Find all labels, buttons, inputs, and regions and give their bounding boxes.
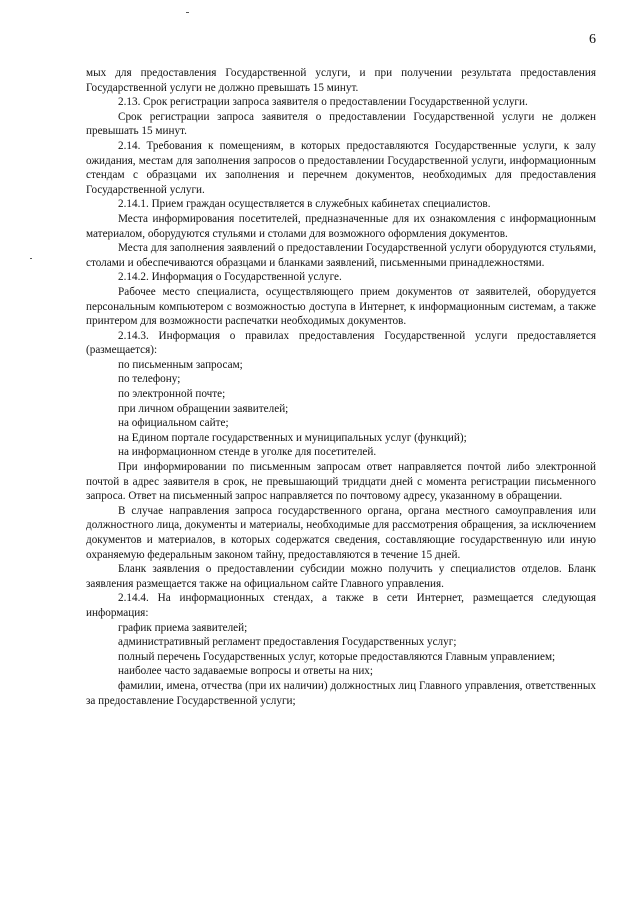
paragraph: мых для предоставления Государственной услуги, и при получении результата предоставления Государственной услуги не должно превышать 15 минут. — [86, 67, 596, 94]
page-number: 6 — [589, 32, 596, 47]
paragraph: 2.14.4. На информационных стендах, а также в сети Интернет, размещается следующая информация: — [86, 592, 596, 619]
list-item: по электронной почте; — [118, 388, 226, 401]
paragraph: Срок регистрации запроса заявителя о предоставлении Государственной услуги не должен превышать 15 минут. — [86, 110, 596, 138]
list-item: административный регламент предоставления Государственных услуг; — [118, 636, 457, 649]
paragraph: полный перечень Государственных услуг, которые предоставляются Главным управлением; — [118, 650, 556, 663]
paragraph: 2.13. Срок регистрации запроса заявителя о предоставлении Государственной услуги. — [118, 96, 528, 109]
paragraph: 2.14.1. Прием граждан осуществляется в служебных кабинетах специалистов. — [118, 198, 491, 211]
list-item: наиболее часто задаваемые вопросы и ответы на них; — [118, 665, 374, 678]
list-item: по письменным запросам; — [118, 358, 243, 371]
paragraph: Рабочее место специалиста, осуществляющего прием документов от заявителей, оборудуется персональным компьютером с возможностью доступа в Интернет, к информационным системам, а также принтером для возможности распечатки необходимых документов. — [86, 285, 596, 328]
paragraph: Места информирования посетителей, предназначенные для их ознакомления с информационным материалом, оборудуются стульями и столами для возможного оформления документов. — [86, 212, 596, 240]
paragraph: фамилии, имена, отчества (при их наличии) должностных лиц Главного управления, ответственных за предоставление Государственной услуги; — [86, 679, 596, 707]
list-item: по телефону; — [118, 373, 181, 386]
list-item: при личном обращении заявителей; — [118, 402, 289, 415]
list-item: на Едином портале государственных и муниципальных услуг (функций); — [118, 431, 467, 444]
paragraph: Места для заполнения заявлений о предоставлении Государственной услуги оборудуются стульями, столами и обеспечиваются образцами и бланками заявлений, письменными принадлежностями. — [86, 242, 596, 269]
scan-speck — [30, 258, 32, 259]
paragraph: При информировании по письменным запросам ответ направляется почтой либо электронной почтой в адрес заявителя в срок, не превышающий тридцати дней с момента регистрации письменного запроса. Ответ на письменный запрос направляется по почтовому адресу, указанному в обращении. — [86, 461, 596, 503]
paragraph: В случае направления запроса государственного органа, органа местного самоуправления или должностного лица, документы и материалы, необходимые для рассмотрения обращения, за исключением документов и материалов, в которых содержатся сведения, составляющие государственную или иную охраняемую федеральным законом тайну, предоставляются в течение 15 дней. — [86, 504, 596, 561]
list-item: на официальном сайте; — [118, 417, 229, 430]
list-item: на информационном стенде в уголке для посетителей. — [118, 446, 377, 459]
paragraph: 2.14. Требования к помещениям, в которых предоставляются Государственные услуги, к залу ожидания, местам для заполнения запросов о предоставлении Государственной услуги, информационным стендам с образцами их заполнения и перечнем документов, необходимых для предоставления Государственной услуги. — [86, 139, 596, 196]
document-body — [86, 66, 596, 708]
scan-speck — [186, 12, 189, 13]
paragraph: Бланк заявления о предоставлении субсидии можно получить у специалистов отделов. Бланк заявления размещается также на официальном сайте Главного управления. — [86, 563, 596, 590]
paragraph: 2.14.2. Информация о Государственной услуге. — [118, 271, 342, 284]
list-item: график приема заявителей; — [118, 621, 248, 634]
paragraph: 2.14.3. Информация о правилах предоставления Государственной услуги предоставляется (размещается): — [86, 329, 596, 357]
